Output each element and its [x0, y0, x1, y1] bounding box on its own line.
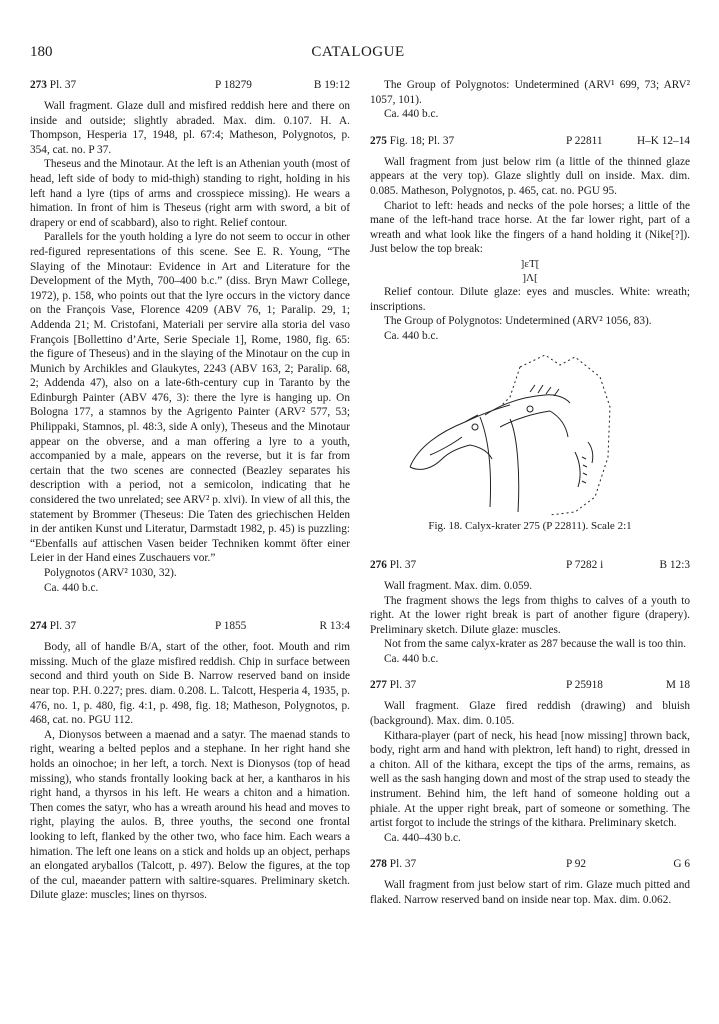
plate-ref: Pl. 37: [49, 79, 77, 91]
inventory-number: P 7282 i: [566, 558, 604, 571]
entry-273-heading: [30, 78, 350, 93]
entry-277-date: Ca. 440–430 b.c.: [384, 831, 461, 844]
entry-273-attribution: Polygnotos (ARV² 1030, 32).: [44, 567, 177, 579]
entry-276-subject: The fragment shows the legs from thighs to calves of a youth to right. At the lower right break is part of another figure (drapery). Preliminary sketch. Dilute glaze: muscles.: [370, 594, 690, 636]
grid-location: G 6: [673, 858, 690, 871]
entry-275-attribution: The Group of Polygnotos: Undetermined (ARV² 1056, 83).: [384, 315, 652, 328]
plate-ref: Fig. 18; Pl. 37: [389, 134, 455, 147]
inventory-number: P 18279: [215, 79, 252, 91]
catalogue-number: 273: [30, 79, 47, 91]
entry-274-heading: [30, 619, 350, 634]
entry-277-description: Wall fragment. Glaze fired reddish (drawing) and bluish (background). Max. dim. 0.105.: [370, 700, 690, 728]
horse-heads-drawing: [370, 347, 690, 517]
grid-location: B 12:3: [659, 558, 690, 571]
catalogue-number: 276: [370, 558, 387, 571]
entry-277-subject: Kithara-player (part of neck, his head [now missing] thrown back, body, right arm and hand with plektron, left hand) to right, dressed in a chiton. All of the kithara, except the tips of the arms, remains, as well as the sash hanging down and most of the strap used to steady the instrument. Behind him, the left hand of someone holding out a phiale. At the upper right break, part of someone or something. The artist forgot to include the strings of the kithara. Preliminary sketch.: [370, 729, 690, 830]
entry-278-heading: [370, 857, 690, 872]
catalogue-number: 275: [370, 134, 387, 147]
catalogue-number: 277: [370, 679, 387, 692]
grid-location: B 19:12: [313, 79, 350, 91]
entry-276-note: Not from the same calyx-krater as 287 because the wall is too thin.: [384, 638, 687, 651]
entry-273-date: Ca. 440 b.c.: [44, 581, 99, 594]
entry-274-attribution: The Group of Polygnotos: Undetermined (ARV¹ 699, 73; ARV² 1057, 101).: [370, 79, 690, 106]
entry-278-description: Wall fragment from just below start of rim. Glaze much pitted and flaked. Narrow reserved band on inside near top. Max. dim. 0.062.: [370, 879, 690, 906]
figure-18-caption: Fig. 18. Calyx-krater 275 (P 22811). Scale 2:1: [428, 520, 632, 533]
entry-274-date: Ca. 440 b.c.: [384, 108, 439, 121]
inventory-number: P 25918: [566, 679, 603, 692]
entry-275-date: Ca. 440 b.c.: [384, 329, 439, 342]
entry-276-description: Wall fragment. Max. dim. 0.059.: [384, 579, 533, 592]
entry-273-subject: Theseus and the Minotaur. At the left is an Athenian youth (most of head, left side of body to mid-thigh) standing to right, holding in his left hand a lyre (tips of arms and crosspiece missing). He wears a himation. In front of him is Theseus (right arm with sword, a bit of drapery or end of scabbard), also to right. Relief contour.: [30, 158, 350, 229]
grid-location: R 13:4: [319, 620, 350, 633]
left-column: [30, 78, 350, 903]
inscription-line-2: ]Λ[: [522, 271, 538, 284]
entry-275-technique: Relief contour. Dilute glaze: eyes and muscles. White: wreath; inscriptions.: [370, 285, 690, 313]
grid-location: H–K 12–14: [636, 134, 690, 147]
page-header: [30, 44, 686, 68]
entry-277-heading: [370, 678, 690, 693]
inventory-number: P 22811: [566, 134, 603, 147]
grid-location: M 18: [665, 679, 690, 692]
entry-275-heading: [370, 134, 690, 149]
entry-274-description: Body, all of handle B/A, start of the other, foot. Mouth and rim missing. Much of the glaze misfired reddish. Chip in surface between second and third youth on Side B. Narrow reserved band on inside near top. P.H. 0.227; pres. diam. 0.208. L. Talcott, Hesperia 4, 1935, p. 476, no. 1, p. 480, fig. 4:1, p. 498, fig. 18; Matheson, Polygnotos, p. 468, cat. no. PGU 112.: [30, 641, 350, 727]
entry-274-subject: A, Dionysos between a maenad and a satyr. The maenad stands to right, wearing a belted peplos and a stephane. In her right hand she holds an oinochoe; in her left, a torch. Next is Dionysos (top of head missing), who stands frontally looking back at her, a kantharos in his right hand, a thyrsos in his left. He wears a chiton and a himation. Then comes the satyr, who has a wreath around his head and moves to right, playing the aulos. B, three youths, the second one frontal looking to left, flanked by the other two, who face him. Each wears a himation. The left one leans on a stick and holds up an object, perhaps an elongated aryballos (Talcott, p. 497). Below the figures, at the top of the cul, maeander pattern with saltire-squares. Preliminary sketch. Dilute glaze: muscles; lines on thyrsos.: [30, 728, 350, 902]
entry-275-description: Wall fragment from just below rim (a little of the thinned glaze appears at the very top). Glaze slightly dull on inside. Max. dim. 0.085. Matheson, Polygnotos, p. 465, cat. no. PGU 95.: [370, 155, 690, 197]
catalogue-number: 278: [370, 858, 387, 871]
inventory-number: P 92: [566, 858, 586, 871]
catalogue-number: 274: [30, 620, 47, 633]
plate-ref: Pl. 37: [389, 679, 417, 692]
figure-18-drawing: [370, 347, 690, 517]
page-number: 180: [30, 44, 53, 60]
entry-276-heading: [370, 558, 690, 573]
entry-273-parallels: Parallels for the youth holding a lyre do not seem to occur in other red-figured representations of this scene. See E. R. Young, “The Slaying of the Minotaur: Evidence in Art and Literature for the Development of the Myth, 700–400 b.c.” (diss. Bryn Mawr College, 1972), p. 158, who points out that the lyre occurs in the victory dance on the François Vase, Florence 4209 (ABV 76, 1; Paralip. 29, 1; Addenda 21; M. Cristofani, Materiali per servire alla storia del vaso François [Bollettino d’Arte, Serie Speciale 1], Rome, 1980, fig. 65: the figure of Theseus) and in the slaying of the Minotaur on the cup in Munich by Archikles and Glaukytes, 2243 (ABV 163, 2; Paralip. 68, 2; Addenda 47), also on a late-6th-century cup in Taranto by the Edinburgh Painter (ABV 476, 3): there the lyre is hanging up. On Bologna 177, a stamnos by the Agrigento Painter (ARV² 577, 53; Philippaki, Stamnos, pl. 48:3, side A only), Theseus and the Minotaur appear on the obverse, and a man offering a lyre to a youth, accompanied by a male, appears on the reverse, but it is far from certain that the two scenes are connected (Beazley separates his description with a period, not a semicolon, indicating that he considered the two unrelated; see ARV² p. xlvi). In view of all this, the statement by Brommer (Theseus: Die Taten des griechischen Helden in der antiken Kunst und Literatur, Darmstadt 1982, p. 45) is puzzling: “Ebenfalls auf attischen Vasen beider Techniken kommt öfter einer Leier in der Hand eines Zuschauers vor.”: [30, 231, 350, 565]
entry-275-subject: Chariot to left: heads and necks of the pole horses; a little of the mane of the left-hand trace horse. At the far lower right, part of a wreath and what look like the fingers of a hand holding it (Nike[?]). Just below the top break:: [370, 199, 690, 256]
plate-ref: Pl. 37: [49, 620, 77, 633]
entry-276-date: Ca. 440 b.c.: [384, 652, 439, 665]
inventory-number: P 1855: [215, 620, 247, 633]
plate-ref: Pl. 37: [389, 858, 417, 871]
right-column: [370, 78, 690, 908]
inscription-line-1: ]εΤ[: [520, 257, 540, 270]
running-head: CATALOGUE: [311, 44, 405, 60]
plate-ref: Pl. 37: [389, 558, 417, 571]
entry-273-description: Wall fragment. Glaze dull and misfired reddish here and there on inside and outside; slightly abraded. Max. dim. 0.107. H. A. Thompson, Hesperia 17, 1948, pl. 67:4; Matheson, Polygnotos, p. 354, cat. no. P 37.: [30, 100, 350, 156]
